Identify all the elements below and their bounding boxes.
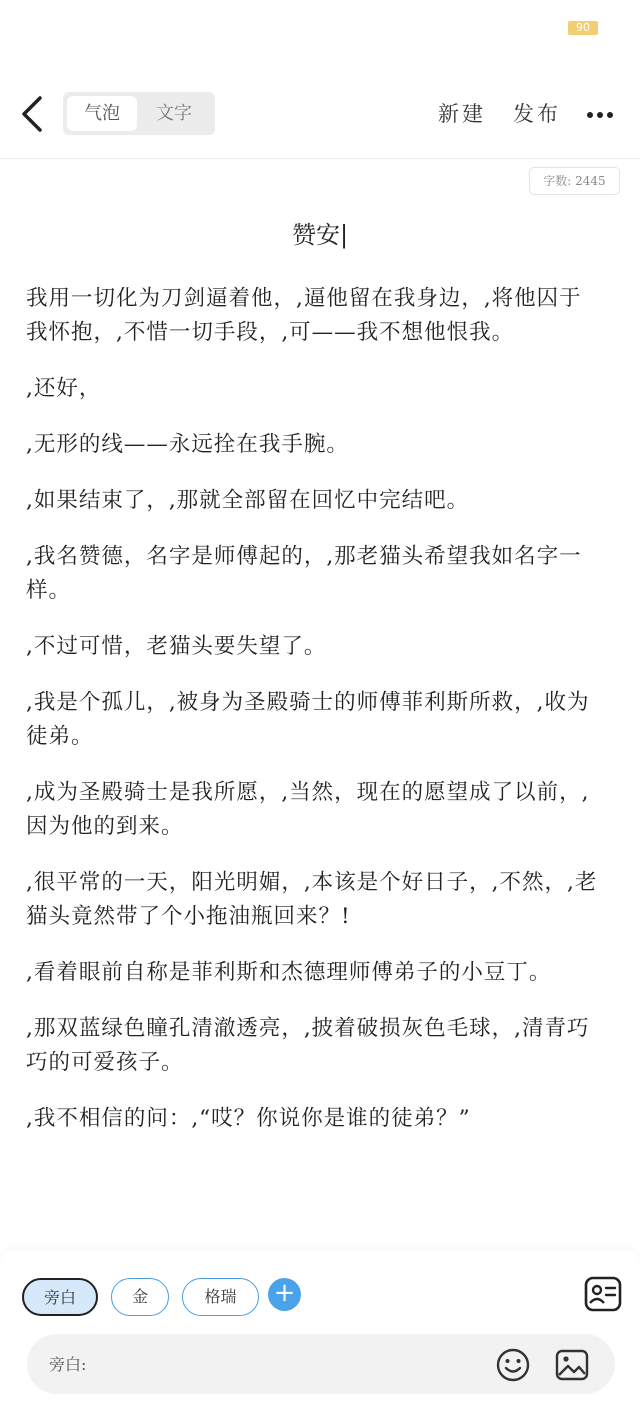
chip-jin[interactable]: 金 [111, 1278, 169, 1316]
battery-indicator: 90 [568, 21, 598, 35]
character-input-panel [0, 1250, 640, 1422]
document-title[interactable]: 赞安| [291, 221, 349, 249]
publish-button[interactable]: 发布 [513, 102, 561, 126]
emoji-icon[interactable] [495, 1347, 531, 1383]
back-arrow-icon[interactable] [14, 92, 54, 136]
speaker-label: 旁白: [49, 1355, 87, 1374]
paragraph: ,如果结束了，,那就全部留在回忆中完结吧。 [26, 488, 470, 513]
chip-narrator[interactable]: 旁白 [22, 1278, 98, 1316]
word-count-badge: 字数: 2445 [529, 167, 620, 195]
paragraph: ,我名赞德，名字是师傅起的，,那老猫头希望我如名字一样。 [26, 544, 582, 603]
paragraph: ,那双蓝绿色瞳孔清澈透亮，,披着破损灰色毛球，,清青巧巧的可爱孩子。 [26, 1016, 590, 1075]
tab-bubble[interactable]: 气泡 [67, 96, 137, 131]
chip-grey[interactable]: 格瑞 [182, 1278, 259, 1316]
contact-card-icon[interactable] [584, 1276, 622, 1312]
dialogue-input[interactable] [105, 1346, 485, 1382]
paragraph: ,不过可惜，老猫头要失望了。 [26, 634, 327, 659]
image-icon[interactable] [554, 1347, 590, 1383]
tab-text[interactable]: 文字 [156, 103, 192, 124]
paragraph: ,看着眼前自称是菲利斯和杰德理师傅弟子的小豆丁。 [26, 960, 552, 985]
paragraph: 我用一切化为刀剑逼着他，,逼他留在我身边，,将他囚于我怀抱，,不惜一切手段，,可——我不想他恨我。 [26, 286, 582, 345]
paragraph: ,无形的线——永远拴在我手腕。 [26, 432, 349, 457]
paragraph: ,很平常的一天，阳光明媚，,本该是个好日子，,不然，,老猫头竟然带了个小拖油瓶回来？! [26, 870, 598, 929]
paragraph: ,我是个孤儿，,被身为圣殿骑士的师傅菲利斯所救，,收为徒弟。 [26, 690, 590, 749]
document-body[interactable] [26, 282, 601, 1158]
more-icon[interactable] [580, 102, 620, 126]
paragraph: ,成为圣殿骑士是我所愿，,当然，现在的愿望成了以前，,因为他的到来。 [26, 780, 590, 839]
new-button[interactable]: 新建 [438, 102, 486, 126]
status-bar [0, 0, 640, 60]
paragraph: ,还好， [26, 376, 102, 401]
mode-switch [63, 92, 215, 135]
paragraph: ,我不相信的问：,“哎？你说你是谁的徒弟？” [26, 1106, 471, 1131]
divider [0, 158, 640, 159]
add-character-button[interactable]: + [268, 1278, 301, 1311]
toolbar [0, 80, 640, 150]
dialogue-input-bar [27, 1334, 615, 1394]
